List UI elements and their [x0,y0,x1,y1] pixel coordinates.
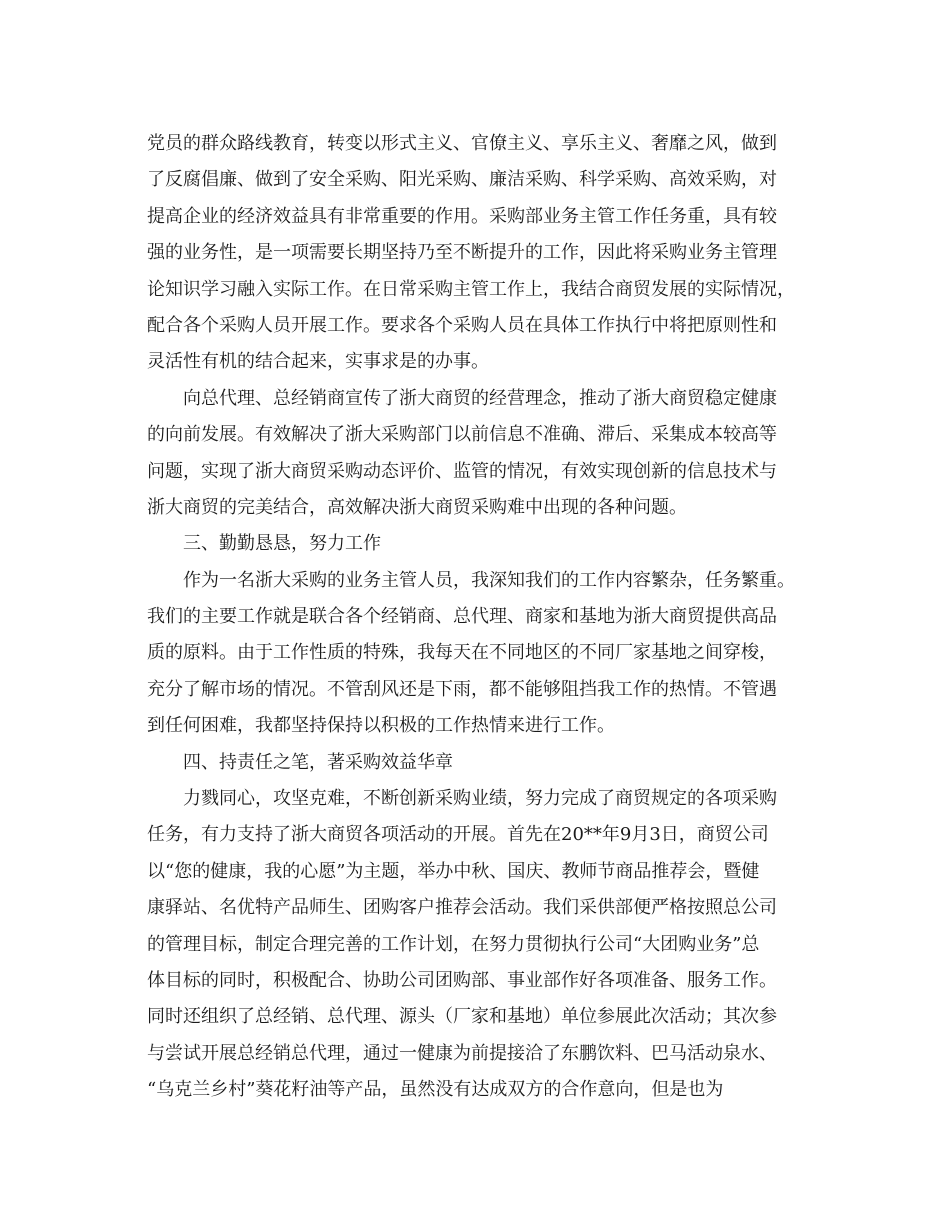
text-line: 以“您的健康，我的心愿”为主题，举办中秋、国庆、教师节商品推荐会，暨健 [147,860,760,882]
text-line: 党员的群众路线教育，转变以形式主义、官僚主义、享乐主义、奢靡之风，做到 [147,133,777,154]
text-line: 浙大商贸的完美结合，高效解决浙大商贸采购难中出现的各种问题。 [147,496,687,518]
text-line: 充分了解市场的情况。不管刮风还是下雨，都不能够阻挡我工作的热情。不管遇 [147,678,777,700]
text-line: “乌克兰乡村”葵花籽油等产品，虽然没有达成双方的合作意向，但是也为 [147,1079,724,1101]
text-line: 任务，有力支持了浙大商贸各项活动的开展。首先在20**年9月3日，商贸公司 [147,824,769,846]
text-line: 与尝试开展总经销总代理，通过一健康为前提接洽了东鹏饮料、巴马活动泉水、 [147,1042,777,1064]
text-line: 到任何困难，我都坚持保持以积极的工作热情来进行工作。 [147,715,615,737]
text-line: 配合各个采购人员开展工作。要求各个采购人员在具体工作执行中将把原则性和 [147,314,777,336]
text-line: 论知识学习融入实际工作。在日常采购主管工作上，我结合商贸发展的实际情况， [147,278,795,300]
text-line: 力戮同心，攻坚克难，不断创新采购业绩，努力完成了商贸规定的各项采购 [183,788,777,810]
text-line: 我们的主要工作就是联合各个经销商、总代理、商家和基地为浙大商贸提供高品 [147,606,777,628]
text-line: 问题，实现了浙大商贸采购动态评价、监管的情况，有效实现创新的信息技术与 [147,460,777,482]
text-line: 质的原料。由于工作性质的特殊，我每天在不同地区的不同厂家基地之间穿梭， [147,642,777,664]
text-line: 三、勤勤恳恳，努力工作 [183,533,381,555]
text-line: 的管理目标，制定合理完善的工作计划，在努力贯彻执行公司“大团购业务”总 [147,933,760,955]
text-line: 灵活性有机的结合起来，实事求是的办事。 [147,351,489,373]
text-line: 四、持责任之笔，著采购效益华章 [183,751,453,773]
text-line: 作为一名浙大采购的业务主管人员，我深知我们的工作内容繁杂，任务繁重。 [183,569,795,591]
text-line: 向总代理、总经销商宣传了浙大商贸的经营理念，推动了浙大商贸稳定健康 [183,387,777,409]
text-line: 强的业务性，是一项需要长期坚持乃至不断提升的工作，因此将采购业务主管理 [147,242,777,264]
text-line: 同时还组织了总经销、总代理、源头（厂家和基地）单位参展此次活动；其次参 [147,1006,777,1028]
text-line: 体目标的同时，积极配合、协助公司团购部、事业部作好各项准备、服务工作。 [147,969,777,991]
text-line: 的向前发展。有效解决了浙大采购部门以前信息不准确、滞后、采集成本较高等 [147,424,777,446]
document-body [147,126,807,1109]
text-line: 了反腐倡廉、做到了安全采购、阳光采购、廉洁采购、科学采购、高效采购，对 [147,169,777,191]
text-line: 康驿站、名优特产品师生、团购客户推荐会活动。我们采供部便严格按照总公司 [147,897,777,919]
text-line: 提高企业的经济效益具有非常重要的作用。采购部业务主管工作任务重，具有较 [147,205,777,227]
